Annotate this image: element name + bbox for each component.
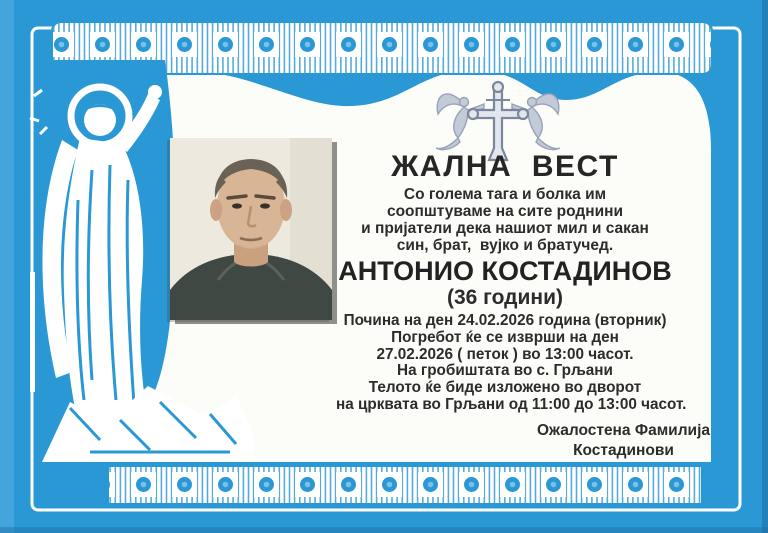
- signature-line: Ожалостена Фамилија: [536, 422, 710, 439]
- cross-icon: [468, 82, 528, 160]
- deceased-age: (36 години): [446, 286, 564, 309]
- page-title: ЖАЛНА ВЕСТ: [391, 150, 619, 183]
- intro-line: и пријатели дека нашиот мил и сакан: [361, 220, 649, 237]
- portrait-photo: [170, 138, 332, 320]
- intro-line: Со голема тага и болка им: [403, 186, 607, 203]
- intro-line: соопштуваме на сите роднини: [386, 203, 624, 220]
- funeral-details: [336, 312, 687, 414]
- details-line: Почина на ден 24.02.2026 година (вторник): [343, 312, 667, 329]
- signature-line: Костадинови: [573, 442, 674, 459]
- details-line: на црквата во Грљани од 11:00 до 13:00 часот.: [336, 395, 687, 413]
- deceased-name: АНТОНИО КОСТАДИНОВ: [338, 256, 672, 286]
- intro-paragraph: [336, 186, 674, 254]
- intro-line: син, брат, вујко и братучед.: [396, 237, 614, 254]
- obituary-text: [336, 150, 687, 414]
- family-signature: [537, 421, 710, 461]
- details-line: 27.02.2026 ( петок ) во 13:00 часот.: [376, 345, 634, 363]
- details-line: На гробиштата во с. Грљани: [397, 362, 613, 380]
- details-line: Телото ќе биде изложено во дворот: [368, 379, 642, 397]
- details-line: Погребот ќе се изврши на ден: [391, 328, 619, 346]
